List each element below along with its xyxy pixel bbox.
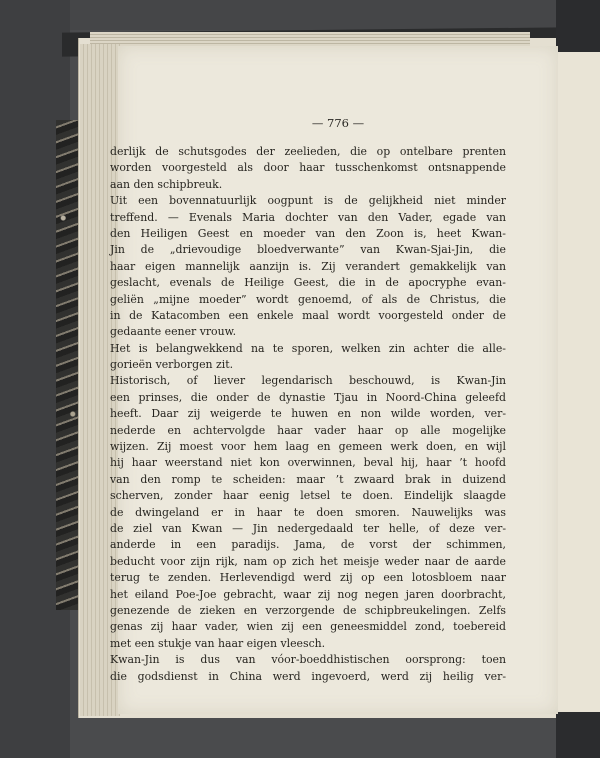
text-line: van den romp te scheiden: maar ’t zwaard brak in duizend (110, 472, 506, 486)
text-line: gedaante eener vrouw. (110, 325, 237, 339)
text-line: met een stukje van haar eigen vleesch. (110, 636, 326, 650)
page-number: — 776 — (311, 116, 365, 130)
text-line: genezende de zieken en verzorgende de schipbreukelingen. Zelfs (110, 603, 506, 617)
text-line: scherven, zonder haar eenig letsel te doen. Eindelijk slaagde (110, 489, 506, 503)
text-line: geslacht, evenals de Heilige Geest, die in de apocryphe evan- (110, 276, 506, 290)
text-line: die godsdienst in China werd ingevoerd, werd zij heilig ver- (110, 669, 506, 683)
text-line: aan den schipbreuk. (110, 177, 223, 191)
text-line: Het is belangwekkend na te sporen, welken zin achter die alle- (110, 341, 506, 355)
text-line: nederde en achtervolgde haar vader haar op alle mogelijke (110, 423, 506, 437)
text-line: een prinses, die onder de dynastie Tjau in Noord-China geleefd (110, 390, 506, 404)
marbled-cover-edge (56, 120, 80, 610)
background-top (0, 0, 600, 30)
text-line: treffend. — Evenals Maria dochter van den Vader, egade van (110, 210, 506, 224)
text-line: genas zij haar vader, wien zij een geneesmiddel zond, toebereid (110, 620, 506, 634)
text-line: Jin de „drievoudige bloedverwante” van Kwan-Sjai-Jin, die (110, 243, 506, 257)
text-line: gorieën verborgen zit. (110, 358, 234, 372)
page-stack-top (90, 32, 530, 46)
text-line: worden voorgesteld als door haar tusschenkomst ontsnappende (110, 161, 506, 175)
text-line: in de Katacomben een enkele maal wordt voorgesteld onder de (110, 308, 506, 322)
body-text (110, 144, 506, 685)
text-line: Kwan-Jin is dus van vóor-boeddhistischen oorsprong: toen (110, 653, 506, 667)
text-line: haar eigen mannelijk aanzijn is. Zij verandert gemakkelijk van (110, 259, 506, 273)
text-line: beducht voor zijn rijk, nam op zich het meisje weder naar de aarde (110, 554, 506, 568)
text-line: wijzen. Zij moest voor hem laag en gemeen werk doen, en wijl (110, 440, 506, 454)
text-line: geliën „mijne moeder” wordt genoemd, of als de Christus, die (110, 292, 506, 306)
text-line: terug te zenden. Herlevendigd werd zij op een lotosbloem naar (110, 571, 506, 585)
facing-page (556, 52, 600, 712)
text-line: de ziel van Kwan — Jin nedergedaald ter helle, of deze ver- (110, 521, 506, 535)
text-line: Historisch, of liever legendarisch beschouwd, is Kwan-Jin (110, 374, 506, 388)
text-line: Uit een bovennatuurlijk oogpunt is de gelijkheid niet minder (110, 194, 506, 208)
text-line: de dwingeland er in haar te doen smoren. Nauwelijks was (110, 505, 506, 519)
text-line: anderde in een paradijs. Jama, de vorst der schimmen, (110, 538, 506, 552)
text-line: derlijk de schutsgodes der zeelieden, die op ontelbare prenten (110, 145, 506, 158)
text-line: heeft. Daar zij weigerde te huwen en non wilde worden, ver- (110, 407, 506, 421)
text-line: hij haar weerstand niet kon overwinnen, beval hij, haar ’t hoofd (110, 456, 506, 470)
text-line: het eiland Poe-Joe gebracht, waar zij nog negen jaren doorbracht, (110, 587, 506, 601)
text-line: den Heiligen Geest en moeder van den Zoon is, heet Kwan- (110, 226, 506, 240)
